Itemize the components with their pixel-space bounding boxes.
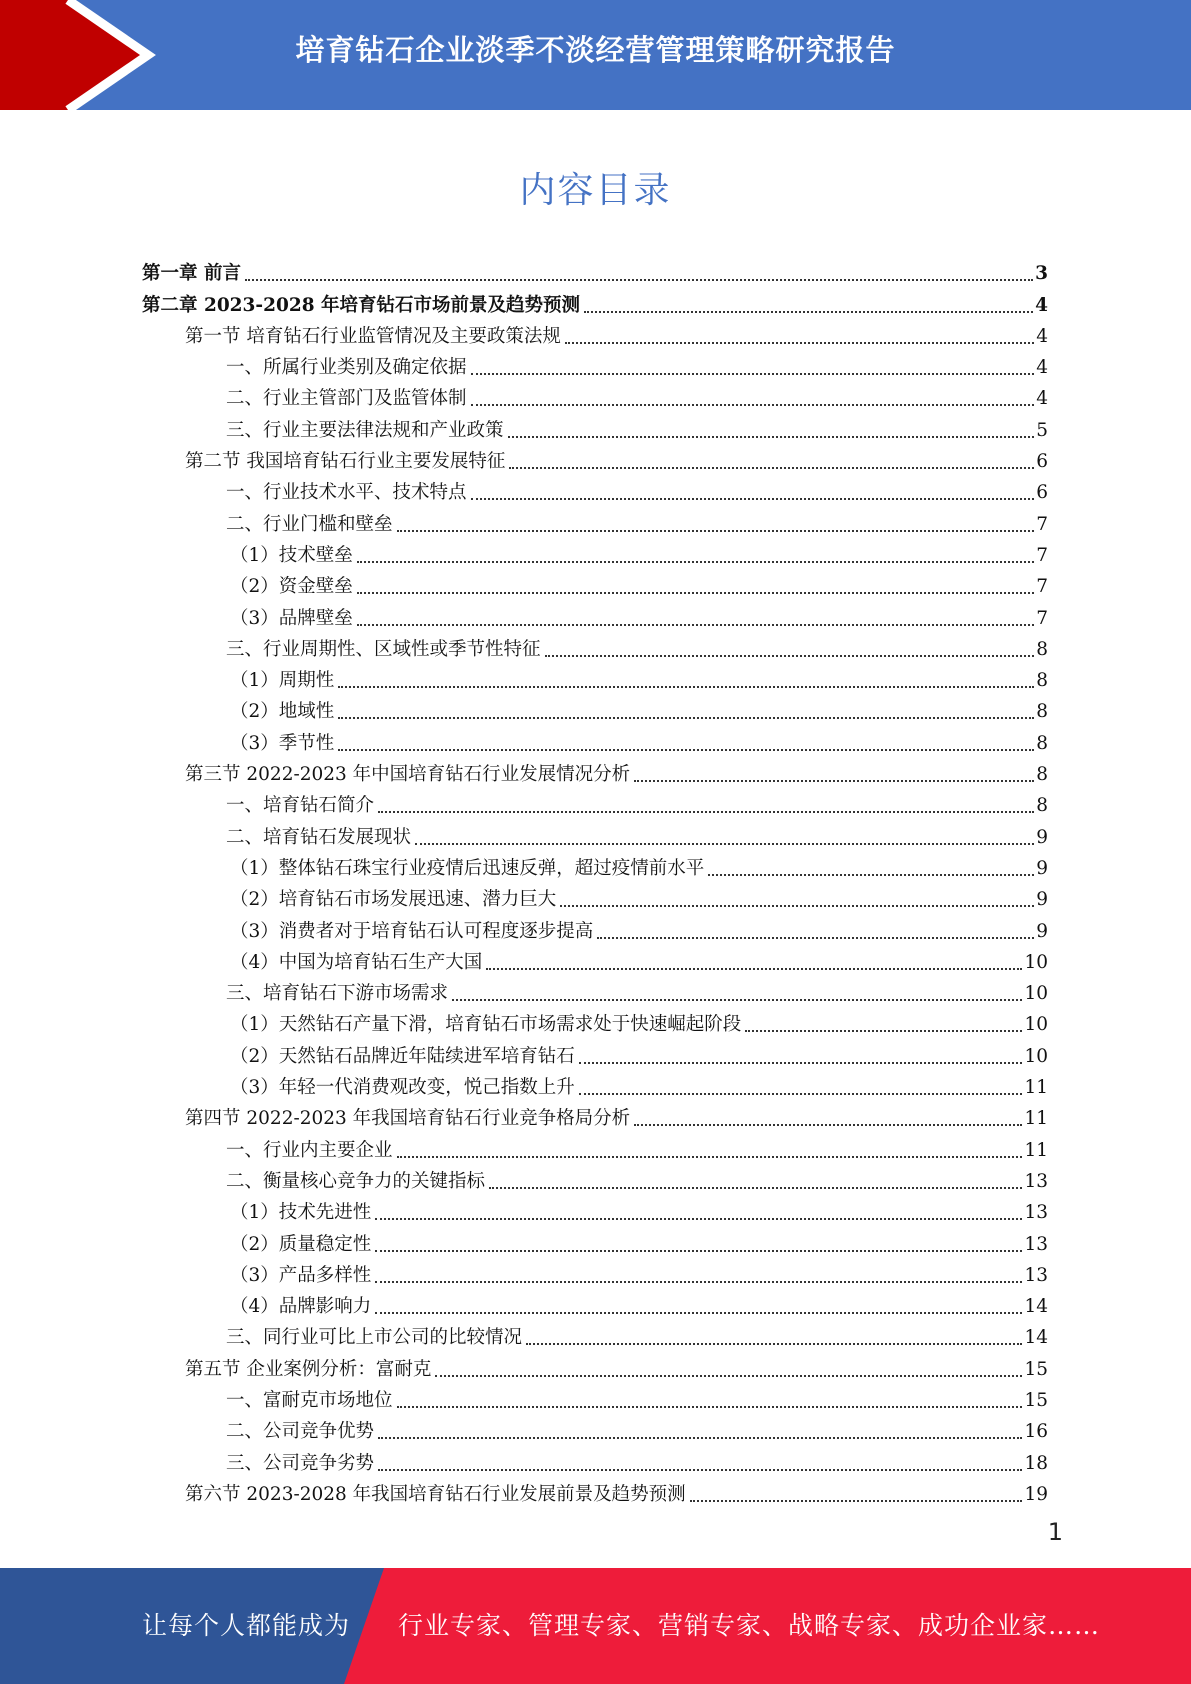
toc-entry-label: 一、所属行业类别及确定依据	[226, 357, 467, 379]
toc-dot-leader	[357, 624, 1034, 626]
toc-entry-page: 9	[1036, 857, 1048, 879]
toc-dot-leader	[338, 749, 1034, 751]
toc-entry[interactable]	[142, 410, 1048, 441]
footer-slogan-left: 让每个人都能成为	[142, 1611, 351, 1640]
toc-entry-label: 二、公司竞争优势	[226, 1421, 375, 1443]
toc-entry-page: 3	[1035, 263, 1048, 285]
toc-entry-label: （2）天然钻石品牌近年陆续进军培育钻石	[230, 1045, 575, 1067]
toc-dot-leader	[545, 655, 1035, 657]
toc-dot-leader	[415, 843, 1034, 845]
toc-dot-leader	[378, 1469, 1022, 1471]
toc-entry[interactable]	[142, 911, 1048, 942]
toc-entry[interactable]	[142, 786, 1048, 817]
toc-entry-label: 第二章 2023-2028 年培育钻石市场前景及趋势预测	[142, 294, 581, 316]
toc-entry-label: （2）质量稳定性	[230, 1233, 372, 1255]
toc-entry-label: 第六节 2023-2028 年我国培育钻石行业发展前景及趋势预测	[185, 1483, 686, 1505]
toc-heading: 内容目录	[519, 170, 672, 211]
toc-entry[interactable]	[142, 254, 1048, 285]
toc-entry-page: 8	[1036, 670, 1048, 692]
toc-entry[interactable]	[142, 536, 1048, 567]
toc-entry-page: 6	[1036, 482, 1048, 504]
toc-dot-leader	[397, 1406, 1023, 1408]
toc-entry-label: （1）整体钻石珠宝行业疫情后迅速反弹，超过疫情前水平	[230, 857, 705, 879]
toc-dot-leader	[378, 1437, 1022, 1439]
toc-entry-page: 14	[1024, 1327, 1048, 1349]
toc-dot-leader	[508, 436, 1035, 438]
toc-entry-page: 10	[1024, 1014, 1048, 1036]
toc-entry-page: 4	[1036, 325, 1048, 347]
toc-entry-page: 18	[1024, 1452, 1048, 1474]
toc-entry-label: 第四节 2022-2023 年我国培育钻石行业竞争格局分析	[185, 1108, 631, 1130]
toc-entry-page: 9	[1036, 920, 1048, 942]
toc-entry[interactable]	[142, 1099, 1048, 1130]
toc-entry-label: 一、富耐克市场地位	[226, 1389, 393, 1411]
toc-entry-label: 一、行业内主要企业	[226, 1139, 393, 1161]
toc-entry[interactable]	[142, 442, 1048, 473]
toc-entry-page: 19	[1024, 1483, 1048, 1505]
toc-dot-leader	[634, 1124, 1022, 1126]
toc-entry-page: 16	[1024, 1421, 1048, 1443]
toc-dot-leader	[509, 467, 1034, 469]
toc-dot-leader	[579, 1062, 1023, 1064]
toc-entry[interactable]	[142, 1005, 1048, 1036]
toc-dot-leader	[338, 686, 1034, 688]
toc-entry-label: 三、培育钻石下游市场需求	[226, 983, 449, 1005]
toc-entry-page: 10	[1024, 1045, 1048, 1067]
toc-entry-page: 11	[1024, 1077, 1048, 1099]
toc-entry-page: 13	[1024, 1233, 1048, 1255]
toc-entry[interactable]	[142, 849, 1048, 880]
toc-entry[interactable]	[142, 1381, 1048, 1412]
toc-entry-label: （3）产品多样性	[230, 1264, 372, 1286]
toc-entry[interactable]	[142, 755, 1048, 786]
toc-entry-label: 二、行业门槛和壁垒	[226, 513, 393, 535]
toc-entry[interactable]	[142, 723, 1048, 754]
toc-entry[interactable]	[142, 1256, 1048, 1287]
toc-dot-leader	[375, 1250, 1022, 1252]
toc-dot-leader	[690, 1500, 1023, 1502]
toc-entry-label: （4）品牌影响力	[230, 1296, 372, 1318]
toc-entry-page: 7	[1036, 544, 1048, 566]
toc-entry-label: （1）技术先进性	[230, 1202, 372, 1224]
toc-dot-leader	[375, 1218, 1022, 1220]
toc-dot-leader	[634, 780, 1034, 782]
toc-entry[interactable]	[142, 630, 1048, 661]
toc-entry-label: （2）资金壁垒	[230, 576, 353, 598]
toc-entry-label: 三、公司竞争劣势	[226, 1452, 375, 1474]
toc-entry[interactable]	[142, 285, 1048, 316]
toc-entry-label: 二、行业主管部门及监管体制	[226, 388, 467, 410]
toc-entry-label: （3）季节性	[230, 732, 335, 754]
toc-dot-leader	[597, 937, 1034, 939]
toc-dot-leader	[560, 905, 1034, 907]
toc-entry-label: （1）天然钻石产量下滑，培育钻石市场需求处于快速崛起阶段	[230, 1014, 742, 1036]
toc-entry-label: （1）周期性	[230, 670, 335, 692]
toc-entry-label: 一、行业技术水平、技术特点	[226, 482, 467, 504]
toc-entry-page: 8	[1036, 732, 1048, 754]
toc-entry-page: 4	[1036, 357, 1048, 379]
toc-entry[interactable]	[142, 348, 1048, 379]
toc-dot-leader	[579, 1093, 1023, 1095]
toc-entry[interactable]	[142, 943, 1048, 974]
toc-entry-label: （3）品牌壁垒	[230, 607, 353, 629]
toc-entry[interactable]	[142, 504, 1048, 535]
toc-entry-page: 10	[1024, 983, 1048, 1005]
toc-entry-page: 7	[1036, 513, 1048, 535]
toc-entry-page: 14	[1024, 1296, 1048, 1318]
toc-dot-leader	[486, 968, 1022, 970]
toc-dot-leader	[471, 373, 1035, 375]
document-title: 培育钻石企业淡季不淡经营管理策略研究报告	[295, 33, 896, 67]
toc-dot-leader	[397, 530, 1035, 532]
toc-entry[interactable]	[142, 817, 1048, 848]
toc-dot-leader	[357, 561, 1034, 563]
toc-dot-leader	[245, 279, 1033, 281]
page-footer	[0, 1568, 1191, 1684]
toc-entry-label: 第三节 2022-2023 年中国培育钻石行业发展情况分析	[185, 764, 631, 786]
toc-entry[interactable]	[142, 567, 1048, 598]
toc-entry[interactable]	[142, 1224, 1048, 1255]
toc-entry-label: 第一章 前言	[142, 263, 241, 285]
toc-entry-page: 15	[1024, 1358, 1048, 1380]
toc-entry[interactable]	[142, 379, 1048, 410]
toc-entry[interactable]	[142, 1475, 1048, 1506]
toc-entry-label: 第五节 企业案例分析：富耐克	[185, 1358, 432, 1380]
toc-dot-leader	[471, 404, 1035, 406]
toc-entry[interactable]	[142, 661, 1048, 692]
toc-entry-label: （2）培育钻石市场发展迅速、潜力巨大	[230, 889, 557, 911]
toc-entry[interactable]	[142, 473, 1048, 504]
toc-entry-page: 4	[1035, 294, 1048, 316]
toc-entry-page: 13	[1024, 1170, 1048, 1192]
toc-entry-label: （2）地域性	[230, 701, 335, 723]
toc-entry-label: 二、培育钻石发展现状	[226, 826, 412, 848]
toc-entry-page: 4	[1036, 388, 1048, 410]
toc-dot-leader	[471, 498, 1035, 500]
toc-dot-leader	[745, 1030, 1022, 1032]
toc-dot-leader	[375, 1312, 1022, 1314]
toc-entry[interactable]	[142, 1068, 1048, 1099]
toc-entry-page: 7	[1036, 576, 1048, 598]
toc-entry-label: （3）消费者对于培育钻石认可程度逐步提高	[230, 920, 594, 942]
toc-dot-leader	[435, 1375, 1022, 1377]
toc-entry-page: 9	[1036, 826, 1048, 848]
toc-entry-label: 三、行业周期性、区域性或季节性特征	[226, 638, 541, 660]
toc-entry[interactable]	[142, 974, 1048, 1005]
toc-entry-page: 8	[1036, 764, 1048, 786]
toc-entry[interactable]	[142, 1130, 1048, 1161]
toc-entry[interactable]	[142, 317, 1048, 348]
toc-entry[interactable]	[142, 1412, 1048, 1443]
toc-entry-label: 三、行业主要法律法规和产业政策	[226, 419, 504, 441]
page-header	[0, 0, 1191, 110]
footer-slogan-right: 行业专家、管理专家、营销专家、战略专家、成功企业家……	[398, 1611, 1101, 1640]
toc-entry-page: 13	[1024, 1202, 1048, 1224]
toc-entry[interactable]	[142, 1318, 1048, 1349]
toc-entry[interactable]	[142, 1287, 1048, 1318]
toc-entry-page: 11	[1024, 1108, 1048, 1130]
toc-entry-label: （4）中国为培育钻石生产大国	[230, 951, 483, 973]
toc-dot-leader	[489, 1187, 1022, 1189]
toc-entry-page: 11	[1024, 1139, 1048, 1161]
toc-entry-page: 15	[1024, 1389, 1048, 1411]
toc-entry-label: 二、衡量核心竞争力的关键指标	[226, 1170, 486, 1192]
toc-entry-page: 8	[1036, 638, 1048, 660]
toc-entry-label: （3）年轻一代消费观改变，悦己指数上升	[230, 1077, 575, 1099]
toc-entry[interactable]	[142, 1162, 1048, 1193]
page-number: 1	[1047, 1518, 1063, 1546]
toc-dot-leader	[378, 811, 1034, 813]
toc-entry-page: 13	[1024, 1264, 1048, 1286]
toc-entry-label: 一、培育钻石简介	[226, 795, 375, 817]
toc-entry[interactable]	[142, 1036, 1048, 1067]
toc-dot-leader	[708, 874, 1034, 876]
toc-entry[interactable]	[142, 1349, 1048, 1380]
toc-dot-leader	[452, 999, 1022, 1001]
toc-entry-label: 第一节 培育钻石行业监管情况及主要政策法规	[185, 325, 561, 347]
toc-dot-leader	[375, 1281, 1022, 1283]
table-of-contents	[142, 254, 1048, 1506]
toc-dot-leader	[584, 311, 1033, 313]
toc-entry-page: 5	[1036, 419, 1048, 441]
toc-dot-leader	[526, 1343, 1022, 1345]
toc-entry-page: 9	[1036, 889, 1048, 911]
toc-entry-page: 7	[1036, 607, 1048, 629]
toc-entry[interactable]	[142, 1443, 1048, 1474]
toc-entry-page: 8	[1036, 795, 1048, 817]
toc-entry-label: （1）技术壁垒	[230, 544, 353, 566]
toc-entry-page: 6	[1036, 451, 1048, 473]
toc-entry[interactable]	[142, 880, 1048, 911]
toc-entry[interactable]	[142, 1193, 1048, 1224]
toc-dot-leader	[397, 1156, 1023, 1158]
toc-entry-label: 三、同行业可比上市公司的比较情况	[226, 1327, 523, 1349]
toc-entry-label: 第二节 我国培育钻石行业主要发展特征	[185, 451, 506, 473]
toc-dot-leader	[565, 342, 1034, 344]
toc-entry[interactable]	[142, 692, 1048, 723]
toc-dot-leader	[357, 592, 1034, 594]
toc-entry-page: 10	[1024, 951, 1048, 973]
toc-entry[interactable]	[142, 598, 1048, 629]
toc-entry-page: 8	[1036, 701, 1048, 723]
toc-dot-leader	[338, 717, 1034, 719]
